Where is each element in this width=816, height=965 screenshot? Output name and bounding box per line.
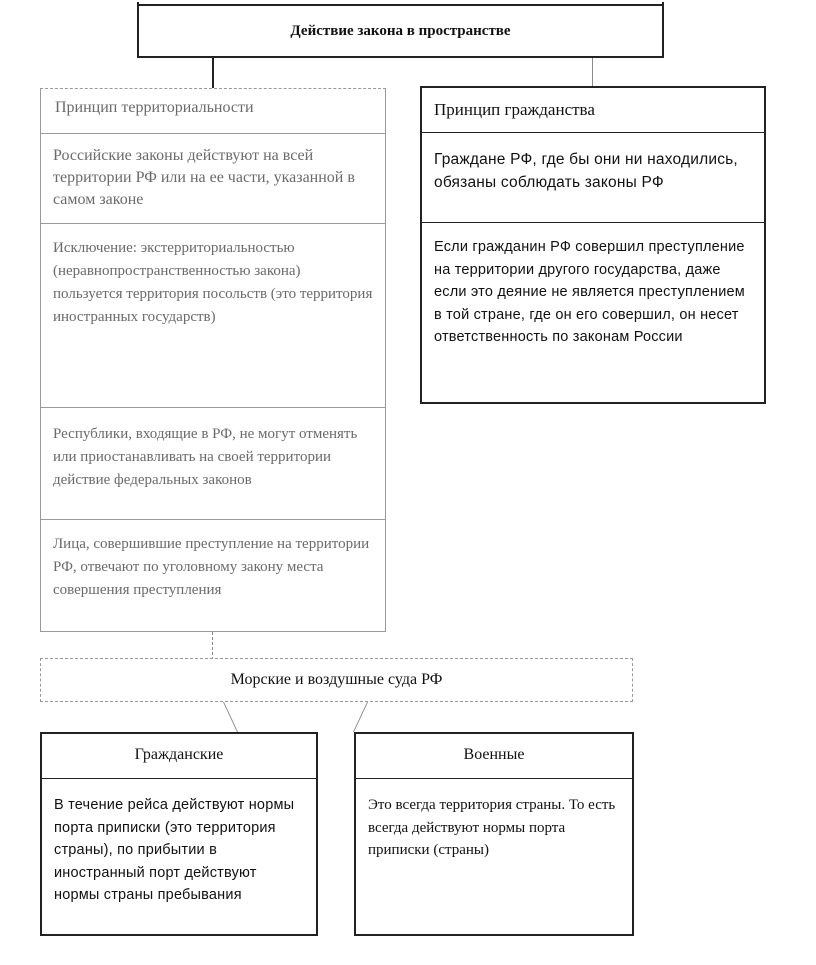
connector-territoriality bbox=[212, 58, 214, 88]
connector-citizenship bbox=[592, 58, 593, 86]
territoriality-divider-2 bbox=[41, 223, 385, 224]
territoriality-divider-3 bbox=[41, 407, 385, 408]
territoriality-republics: Республики, входящие в РФ, не могут отменять или приостанавливать на своей территории действие федеральных законов bbox=[53, 426, 358, 488]
military-vessels-box bbox=[354, 732, 634, 936]
citizenship-divider-1 bbox=[422, 132, 764, 133]
territoriality-column bbox=[40, 88, 386, 632]
territoriality-exception: Исключение: экстерриториальностью (неравнопространственностью закона) пользуется территория посольств (это территория иностранных государств) bbox=[53, 240, 373, 325]
citizenship-crime: Если гражданин РФ совершил преступление на территории другого государства, даже если это деяние не является преступлением в той стране, где он его совершил, он несет ответственность по законам России bbox=[434, 239, 745, 345]
territoriality-criminal: Лица, совершившие преступление на территории РФ, отвечают по уголовному закону места совершения преступления bbox=[53, 536, 370, 598]
diagram-title-text: Действие закона в пространстве bbox=[290, 22, 511, 39]
military-vessels-header: Военные bbox=[463, 746, 525, 763]
military-vessels-text: Это всегда территория страны. То есть всегда действуют нормы порта приписки (страны) bbox=[368, 797, 616, 858]
citizenship-column bbox=[420, 86, 766, 404]
military-vessels-divider bbox=[356, 778, 632, 779]
territoriality-divider-1 bbox=[41, 133, 385, 134]
territoriality-divider-4 bbox=[41, 519, 385, 520]
civil-vessels-divider bbox=[42, 778, 316, 779]
territoriality-rule: Российские законы действуют на всей территории РФ или на ее части, указанной в самом законе bbox=[53, 147, 355, 208]
vessels-title-text: Морские и воздушные суда РФ bbox=[230, 671, 443, 688]
citizenship-divider-2 bbox=[422, 222, 764, 223]
citizenship-header: Принцип гражданства bbox=[434, 100, 595, 119]
vessels-title bbox=[40, 658, 633, 702]
civil-vessels-box bbox=[40, 732, 318, 936]
connector-civil bbox=[223, 702, 238, 732]
civil-vessels-header: Гражданские bbox=[134, 746, 224, 763]
citizenship-rule: Граждане РФ, где бы они ни находились, обязаны соблюдать законы РФ bbox=[434, 151, 738, 191]
civil-vessels-text: В течение рейса действуют нормы порта приписки (это территория страны), по прибытии в иностранный порт действуют нормы страны пребывания bbox=[54, 797, 295, 903]
diagram-title bbox=[137, 4, 664, 58]
territoriality-header: Принцип территориальности bbox=[55, 99, 254, 116]
connector-vessels bbox=[212, 632, 213, 660]
connector-military bbox=[353, 702, 368, 732]
